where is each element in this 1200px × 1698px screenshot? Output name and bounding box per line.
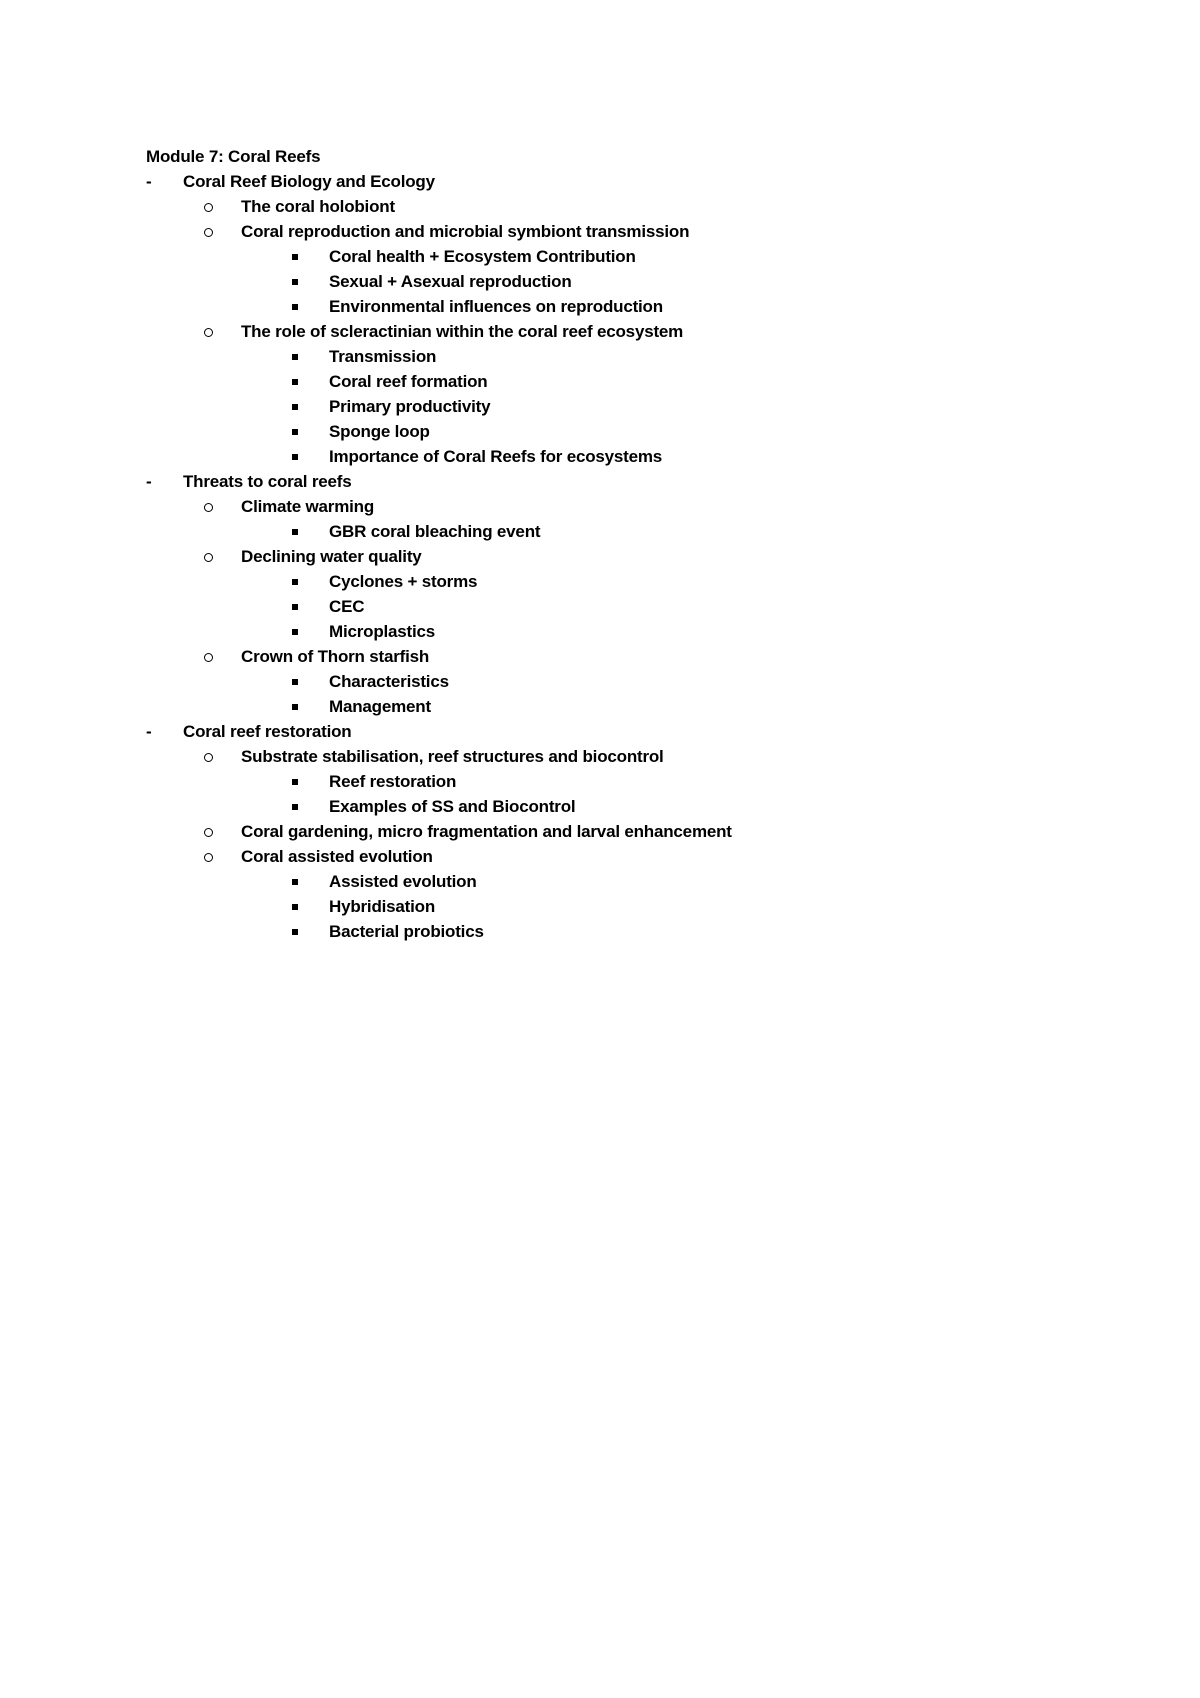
subsection-item-label: Declining water quality <box>241 547 422 566</box>
topic-item-label: Primary productivity <box>329 397 491 416</box>
section-item <box>146 169 1106 194</box>
topic-item <box>146 619 1106 644</box>
topic-item <box>146 519 1106 544</box>
section-item-label: Coral reef restoration <box>183 722 352 741</box>
outline-list <box>146 169 1106 944</box>
topic-item <box>146 344 1106 369</box>
subsection-item <box>146 219 1106 244</box>
section-item-label: Threats to coral reefs <box>183 472 352 491</box>
topic-item-label: Characteristics <box>329 672 449 691</box>
topic-item-label: Bacterial probiotics <box>329 922 484 941</box>
topic-item <box>146 769 1106 794</box>
subsection-item <box>146 194 1106 219</box>
subsection-item-label: The coral holobiont <box>241 197 395 216</box>
topic-item <box>146 594 1106 619</box>
topic-item-label: Importance of Coral Reefs for ecosystems <box>329 447 663 466</box>
topic-item-label: Cyclones + storms <box>329 572 478 591</box>
topic-item-label: Coral reef formation <box>329 372 488 391</box>
topic-item <box>146 694 1106 719</box>
subsection-item <box>146 744 1106 769</box>
subsection-item-label: Substrate stabilisation, reef structures and biocontrol <box>241 747 664 766</box>
section-item <box>146 469 1106 494</box>
topic-item <box>146 794 1106 819</box>
topic-item-label: Examples of SS and Biocontrol <box>329 797 576 816</box>
topic-item <box>146 919 1106 944</box>
subsection-item-label: Crown of Thorn starfish <box>241 647 430 666</box>
topic-item-label: Environmental influences on reproduction <box>329 297 663 316</box>
topic-item <box>146 394 1106 419</box>
topic-item-label: Sexual + Asexual reproduction <box>329 272 572 291</box>
subsection-item-label: The role of scleractinian within the coral reef ecosystem <box>241 322 684 341</box>
topic-item <box>146 269 1106 294</box>
subsection-item-label: Climate warming <box>241 497 375 516</box>
subsection-item <box>146 819 1106 844</box>
topic-item-label: Microplastics <box>329 622 436 641</box>
topic-item-label: GBR coral bleaching event <box>329 522 541 541</box>
topic-item <box>146 444 1106 469</box>
topic-item-label: Sponge loop <box>329 422 430 441</box>
subsection-item <box>146 319 1106 344</box>
topic-item-label: Management <box>329 697 431 716</box>
topic-item <box>146 569 1106 594</box>
subsection-item <box>146 544 1106 569</box>
document-title: Module 7: Coral Reefs <box>146 147 321 166</box>
topic-item-label: Coral health + Ecosystem Contribution <box>329 247 636 266</box>
dash-bullet: - <box>146 722 152 741</box>
topic-item <box>146 369 1106 394</box>
topic-item <box>146 869 1106 894</box>
section-item-label: Coral Reef Biology and Ecology <box>183 172 435 191</box>
topic-item-label: CEC <box>329 597 365 616</box>
topic-item-label: Hybridisation <box>329 897 436 916</box>
subsection-item <box>146 644 1106 669</box>
topic-item-label: Assisted evolution <box>329 872 477 891</box>
topic-item <box>146 244 1106 269</box>
topic-item-label: Transmission <box>329 347 437 366</box>
subsection-item-label: Coral reproduction and microbial symbiont transmission <box>241 222 690 241</box>
topic-item <box>146 894 1106 919</box>
dash-bullet: - <box>146 172 152 191</box>
topic-item-label: Reef restoration <box>329 772 457 791</box>
outline-content <box>146 144 1106 944</box>
dash-bullet: - <box>146 472 152 491</box>
subsection-item-label: Coral assisted evolution <box>241 847 433 866</box>
section-item <box>146 719 1106 744</box>
topic-item <box>146 419 1106 444</box>
topic-item <box>146 294 1106 319</box>
subsection-item <box>146 844 1106 869</box>
subsection-item-label: Coral gardening, micro fragmentation and larval enhancement <box>241 822 732 841</box>
topic-item <box>146 669 1106 694</box>
subsection-item <box>146 494 1106 519</box>
